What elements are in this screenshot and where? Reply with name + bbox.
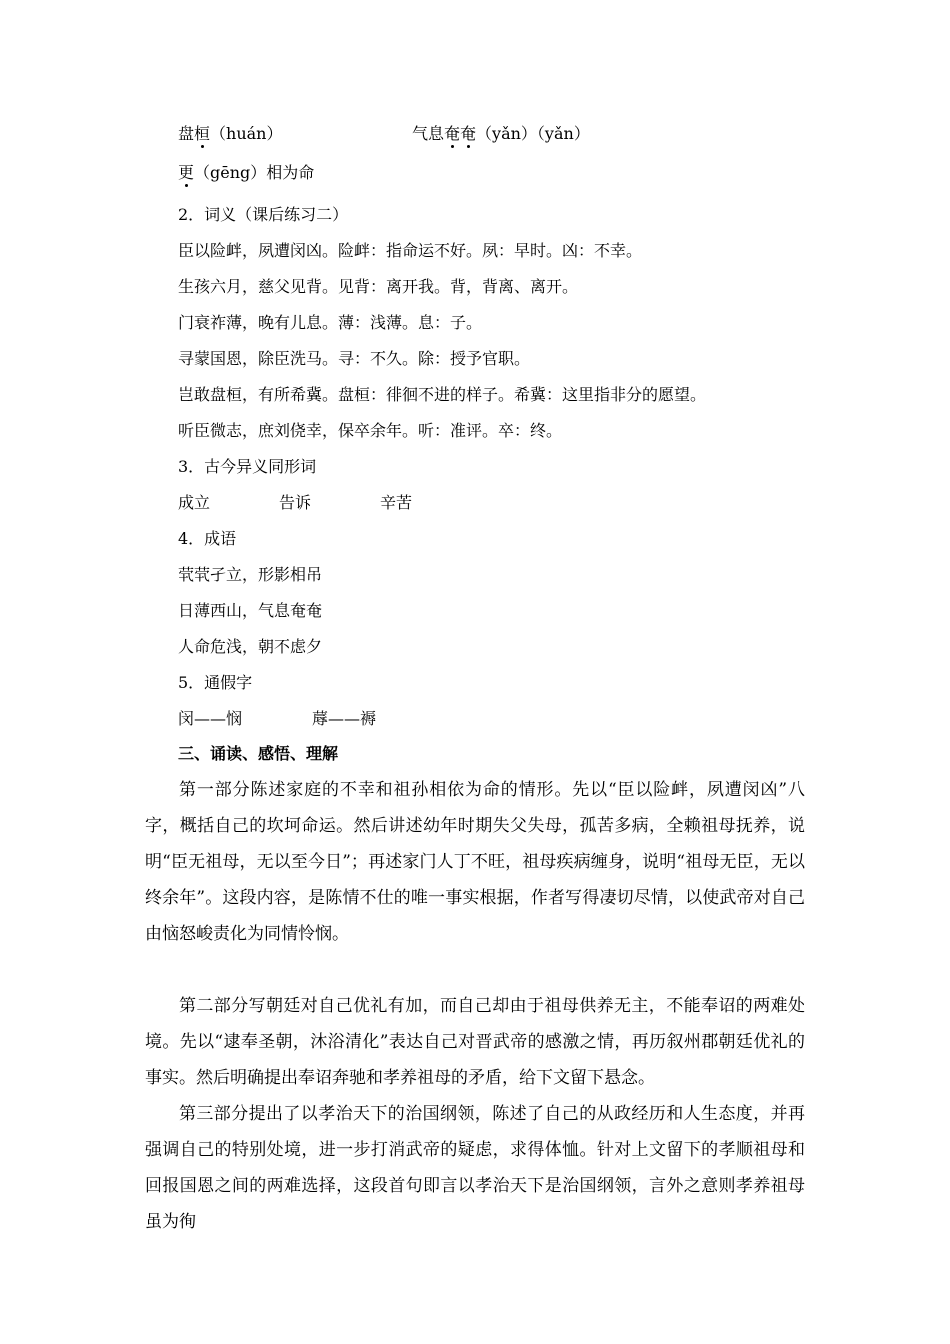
list-item: 门衰祚薄，晚有儿息。薄：浅薄。息：子。	[178, 313, 483, 332]
section-heading-word-meaning: 2．词义（课后练习二）	[178, 205, 349, 224]
dotted-char: 桓	[194, 124, 211, 143]
pronunciation-item-yanyan	[412, 124, 590, 144]
list-item: 岂敢盘桓，有所希冀。盘桓：徘徊不进的样子。希冀：这里指非分的愿望。	[178, 385, 707, 404]
idiom-item: 日薄西山，气息奄奄	[178, 601, 323, 620]
paragraph-part-one: 第一部分陈述家庭的不幸和祖孙相依为命的情形。先以“臣以险衅，夙遭闵凶”八字，概括自己的坎坷命运。然后讲述幼年时期失父失母，孤苦多病，全赖祖母抚养，说明“臣无祖母，无以至今日”；再述家门人丁不旺，祖母疾病缠身，说明“祖母无臣，无以终余年”。这段内容，是陈情不仕的唯一事实根据，作者写得凄切尽情，以使武帝对自己由恼怒峻责化为同情怜悯。	[145, 780, 805, 944]
plain-chars: 气息	[412, 124, 445, 143]
part-heading: 三、诵读、感悟、理解	[178, 744, 339, 763]
word-item: 辛苦	[380, 493, 413, 512]
dotted-char: 奄	[460, 124, 477, 143]
interchangeable-pair: 蓐——褥	[312, 709, 377, 728]
section-heading-idioms: 4．成语	[178, 529, 237, 548]
pinyin: （yǎn）（yǎn）	[476, 124, 590, 143]
interchangeable-pair: 闵——悯	[178, 709, 243, 728]
word-item: 告诉	[279, 493, 312, 512]
section-heading-interchangeable-chars: 5．通假字	[178, 673, 253, 692]
list-item: 听臣微志，庶刘侥幸，保卒余年。听：准评。卒：终。	[178, 421, 563, 440]
list-item: 臣以险衅，夙遭闵凶。险衅：指命运不好。夙：早时。凶：不幸。	[178, 241, 643, 260]
dotted-char: 更	[178, 163, 195, 182]
section-heading-ancient-modern: 3．古今异义同形词	[178, 457, 317, 476]
pronunciation-item-panhuan	[178, 124, 283, 144]
list-item: 寻蒙国恩，除臣洗马。寻：不久。除：授予官职。	[178, 349, 531, 368]
paragraph-part-three: 第三部分提出了以孝治天下的治国纲领，陈述了自己的从政经历和人生态度，并再强调自己的特别处境，进一步打消武帝的疑虑，求得体恤。针对上文留下的孝顺祖母和回报国恩之间的两难选择，这段首句即言以孝治天下是治国纲领，言外之意则孝养祖母虽为徇	[145, 1104, 805, 1232]
idiom-item: 人命危浅，朝不虑夕	[178, 637, 323, 656]
plain-char: 盘	[178, 124, 195, 143]
idiom-item: 茕茕孑立，形影相吊	[178, 565, 323, 584]
list-item: 生孩六月，慈父见背。见背：离开我。背，背离、离开。	[178, 277, 579, 296]
pinyin-and-phrase: （gēng）相为命	[194, 163, 315, 182]
word-item: 成立	[178, 493, 211, 512]
dotted-char: 奄	[444, 124, 461, 143]
paragraph-part-two: 第二部分写朝廷对自己优礼有加，而自己却由于祖母供养无主，不能奉诏的两难处境。先以“逮奉圣朝，沐浴清化”表达自己对晋武帝的感激之情，再历叙州郡朝廷优礼的事实。然后明确提出奉诏奔驰和孝养祖母的矛盾，给下文留下悬念。	[145, 996, 805, 1088]
pinyin: （huán）	[210, 124, 283, 143]
pronunciation-row-2	[178, 163, 314, 183]
